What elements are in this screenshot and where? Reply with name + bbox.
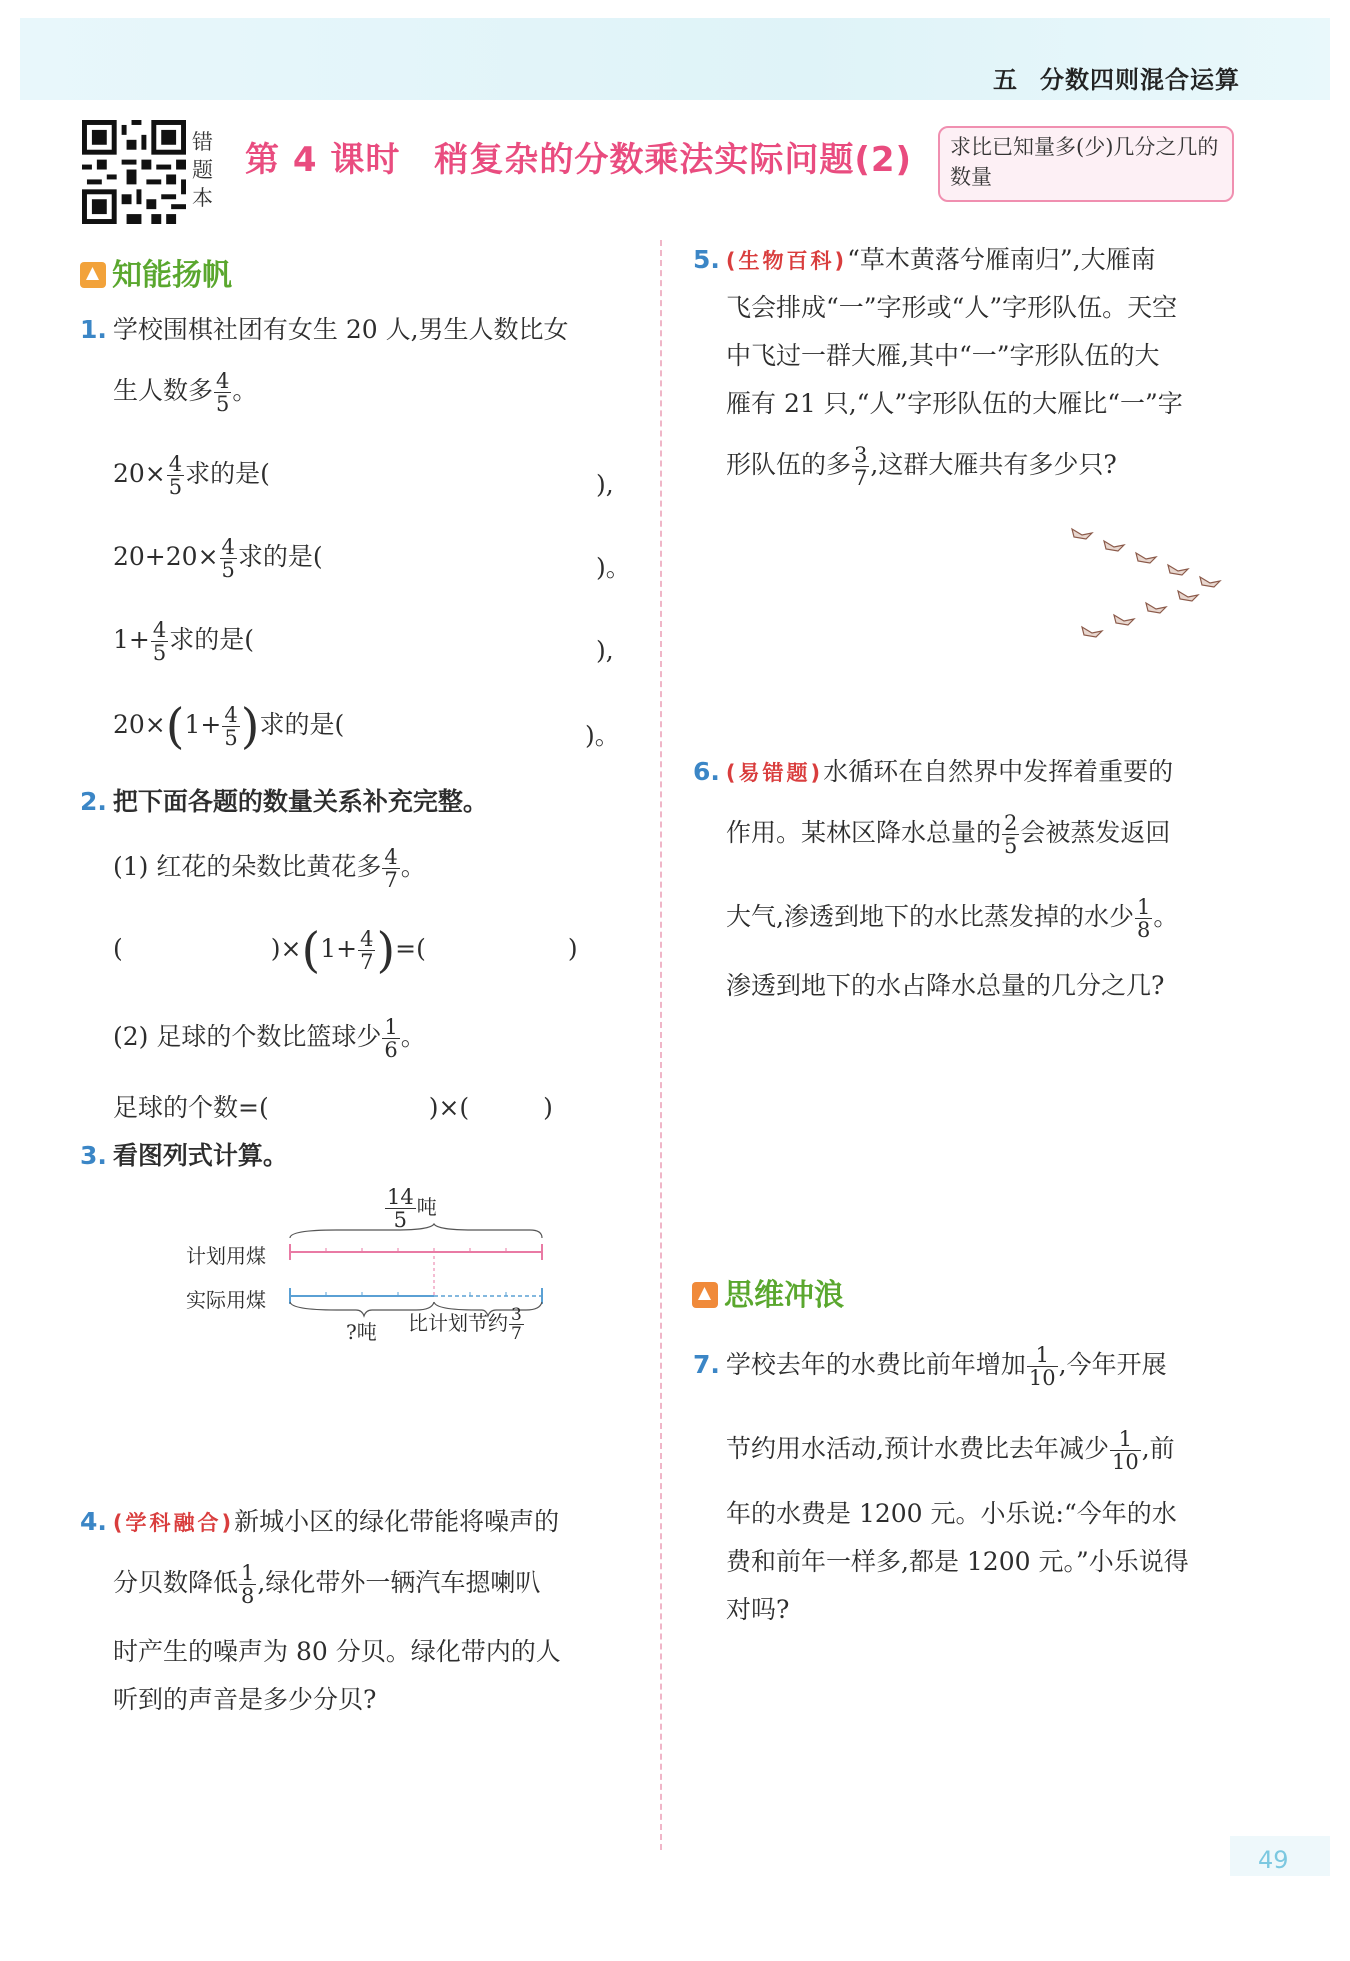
question-number: 2. (80, 787, 107, 816)
question-text: 大气,渗透到地下的水比蒸发掉的水少 (726, 902, 1134, 931)
actual-label: 实际用煤 (186, 1288, 266, 1312)
q1-blank-4: 20×(1+ $\frac{4}{5}$ )求的是( (113, 698, 345, 755)
question-text: 学校围棋社团有女生 20 人,男生人数比女 (112, 315, 569, 344)
question-text: ,今年开展 (1058, 1350, 1167, 1379)
save-text: 比计划节约 (408, 1311, 508, 1335)
question-tag: (学科融合) (112, 1511, 235, 1535)
q2-part2 (113, 1016, 426, 1061)
expr-text: 求的是( (237, 542, 323, 571)
expr-text: 求的是( (259, 710, 345, 739)
q2-equation-1: ( )×(1+ $\frac{4}{7}$ )=( ) (113, 922, 578, 979)
question-1 (80, 310, 640, 350)
question-6 (693, 752, 1253, 793)
fraction: $\frac{4}{5}$ (216, 369, 230, 416)
q2-part1 (113, 846, 426, 891)
fraction: $\frac{4}{5}$ (152, 618, 167, 665)
paren: ) (543, 1093, 553, 1122)
punct: 。 (232, 376, 258, 405)
question-text: 节约用水活动,预计水费比去年减少 (726, 1434, 1109, 1463)
fraction: $\frac{1}{10}$ (1111, 1427, 1139, 1474)
question-text: 新城小区的绿化带能将噪声的 (234, 1507, 560, 1536)
question-6-line3 (726, 896, 1178, 941)
line-segment-diagram (186, 1180, 566, 1350)
paren: ( (113, 934, 123, 963)
fraction: $\frac{14}{5}$ (387, 1185, 414, 1232)
fraction: $\frac{4}{5}$ (224, 703, 238, 750)
expr: 20× (113, 459, 166, 488)
question-tag: (生物百科) (725, 249, 848, 273)
question-5-line4: 雁有 21 只,“人”字形队伍的大雁比“一”字 (726, 389, 1183, 418)
section-title: 知能扬帆 (112, 258, 232, 293)
question-7 (693, 1344, 1253, 1389)
fraction: $\frac{1}{10}$ (1028, 1343, 1056, 1390)
q2-equation-2 (113, 1088, 553, 1128)
fraction: $\frac{3}{7}$ (854, 443, 868, 490)
lesson-tip: 求比已知量多(少)几分之几的数量 (938, 126, 1234, 202)
question-5-line2: 飞会排成“一”字形或“人”字形队伍。天空 (726, 293, 1178, 322)
question-5-line3: 中飞过一群大雁,其中“一”字形队伍的大 (726, 341, 1160, 370)
wave-icon (692, 1282, 718, 1308)
question-number: 4. (80, 1507, 107, 1536)
fraction: $\frac{1}{8}$ (1136, 895, 1151, 942)
punct: 。 (1153, 902, 1179, 931)
q1-blank-1-close: ), (596, 470, 614, 499)
q1-blank-3 (113, 619, 254, 664)
plan-label: 计划用煤 (186, 1244, 266, 1268)
question-text: 生人数多 (113, 376, 214, 405)
question-4 (80, 1502, 640, 1543)
expr: 1+ (320, 934, 358, 963)
question-text: ,前 (1141, 1434, 1175, 1463)
lesson-name: 稍复杂的分数乘法实际问题(2) (434, 140, 913, 180)
question-7-line4: 费和前年一样多,都是 1200 元。”小乐说得 (726, 1547, 1189, 1576)
question-text: 作用。某林区降水总量的 (726, 818, 1002, 847)
question-3 (80, 1136, 288, 1176)
question-number: 5. (693, 245, 720, 274)
qr-code-icon[interactable] (82, 120, 186, 224)
expr: 足球的个数=( (113, 1093, 269, 1122)
fraction: $\frac{3}{7}$ (511, 1305, 522, 1344)
expr: 20+20× (113, 542, 219, 571)
fraction: $\frac{1}{6}$ (384, 1015, 398, 1062)
sail-icon (80, 262, 106, 288)
question-text: (2) 足球的个数比篮球少 (113, 1022, 382, 1051)
expr: 1+ (113, 625, 150, 654)
column-divider (660, 240, 662, 1850)
unit: 吨 (416, 1195, 437, 1219)
question-6-line2 (726, 812, 1170, 857)
question-4-line4: 听到的声音是多少分贝? (113, 1685, 377, 1714)
question-text: 分贝数降低 (113, 1568, 239, 1597)
fraction: $\frac{1}{8}$ (241, 1561, 255, 1608)
question-text: 看图列式计算。 (112, 1141, 288, 1170)
question-text: 学校去年的水费比前年增加 (725, 1350, 1026, 1379)
punct: 。 (400, 852, 426, 881)
fraction: $\frac{2}{5}$ (1004, 811, 1018, 858)
question-2 (80, 782, 488, 822)
punct: 。 (400, 1022, 426, 1051)
question-text: (1) 红花的朵数比黄花多 (113, 852, 382, 881)
question-number: 1. (80, 315, 107, 344)
fraction: $\frac{4}{7}$ (360, 927, 374, 974)
q1-blank-2 (113, 536, 323, 581)
section-heading-1 (80, 250, 232, 294)
expr: 1+ (184, 710, 222, 739)
question-text: “草木黄落兮雁南归”,大雁南 (847, 245, 1156, 274)
fraction: $\frac{4}{7}$ (384, 845, 398, 892)
expr: )× (270, 934, 302, 963)
qr-label: 错题本 (192, 130, 213, 210)
question-5 (693, 240, 1253, 281)
expr-text: 求的是( (185, 459, 270, 488)
question-text: 把下面各题的数量关系补充完整。 (112, 787, 488, 816)
question-tag: (易错题) (725, 761, 824, 785)
question-text: 水循环在自然界中发挥着重要的 (823, 757, 1174, 786)
expr-text: 求的是( (169, 625, 254, 654)
question-text: ,绿化带外一辆汽车摁喇叭 (257, 1568, 541, 1597)
question-5-line5 (726, 444, 1117, 489)
question-7-line3: 年的水费是 1200 元。小乐说:“今年的水 (726, 1499, 1177, 1528)
q1-blank-2-close: )。 (596, 553, 631, 582)
q1-blank-3-close: ), (596, 636, 614, 665)
goose-flock-icon (1060, 515, 1240, 645)
q1-blank-1 (113, 453, 270, 498)
save-label (408, 1306, 525, 1343)
page-number: 49 (1258, 1846, 1289, 1874)
question-7-line5: 对吗? (726, 1595, 790, 1624)
question-text: ,这群大雁共有多少只? (870, 450, 1117, 479)
fraction: $\frac{4}{5}$ (168, 452, 183, 499)
chapter-heading (993, 60, 1240, 95)
question-1-line2 (113, 370, 257, 415)
chapter-title: 分数四则混合运算 (1040, 66, 1240, 94)
fraction: $\frac{4}{5}$ (221, 535, 235, 582)
paren: ) (567, 934, 578, 963)
question-7-line2 (726, 1428, 1175, 1473)
q1-blank-4-close: )。 (585, 721, 620, 750)
question-6-line4: 渗透到地下的水占降水总量的几分之几? (726, 971, 1165, 1000)
expr: =( (395, 934, 426, 963)
question-text: 形队伍的多 (726, 450, 852, 479)
section-heading-2 (692, 1270, 844, 1314)
lesson-number: 第 4 课时 (245, 140, 401, 180)
expr: 20× (113, 710, 166, 739)
question-mark-label: ?吨 (346, 1320, 377, 1344)
question-number: 6. (693, 757, 720, 786)
question-4-line3: 时产生的噪声为 80 分贝。绿化带内的人 (113, 1637, 561, 1666)
question-text: 会被蒸发返回 (1020, 818, 1171, 847)
question-4-line2 (113, 1562, 653, 1607)
lesson-title (245, 132, 912, 181)
expr: )×( (428, 1093, 470, 1122)
question-number: 3. (80, 1141, 107, 1170)
section-title: 思维冲浪 (724, 1278, 844, 1313)
chapter-number: 五 (993, 66, 1018, 94)
question-number: 7. (693, 1350, 720, 1379)
